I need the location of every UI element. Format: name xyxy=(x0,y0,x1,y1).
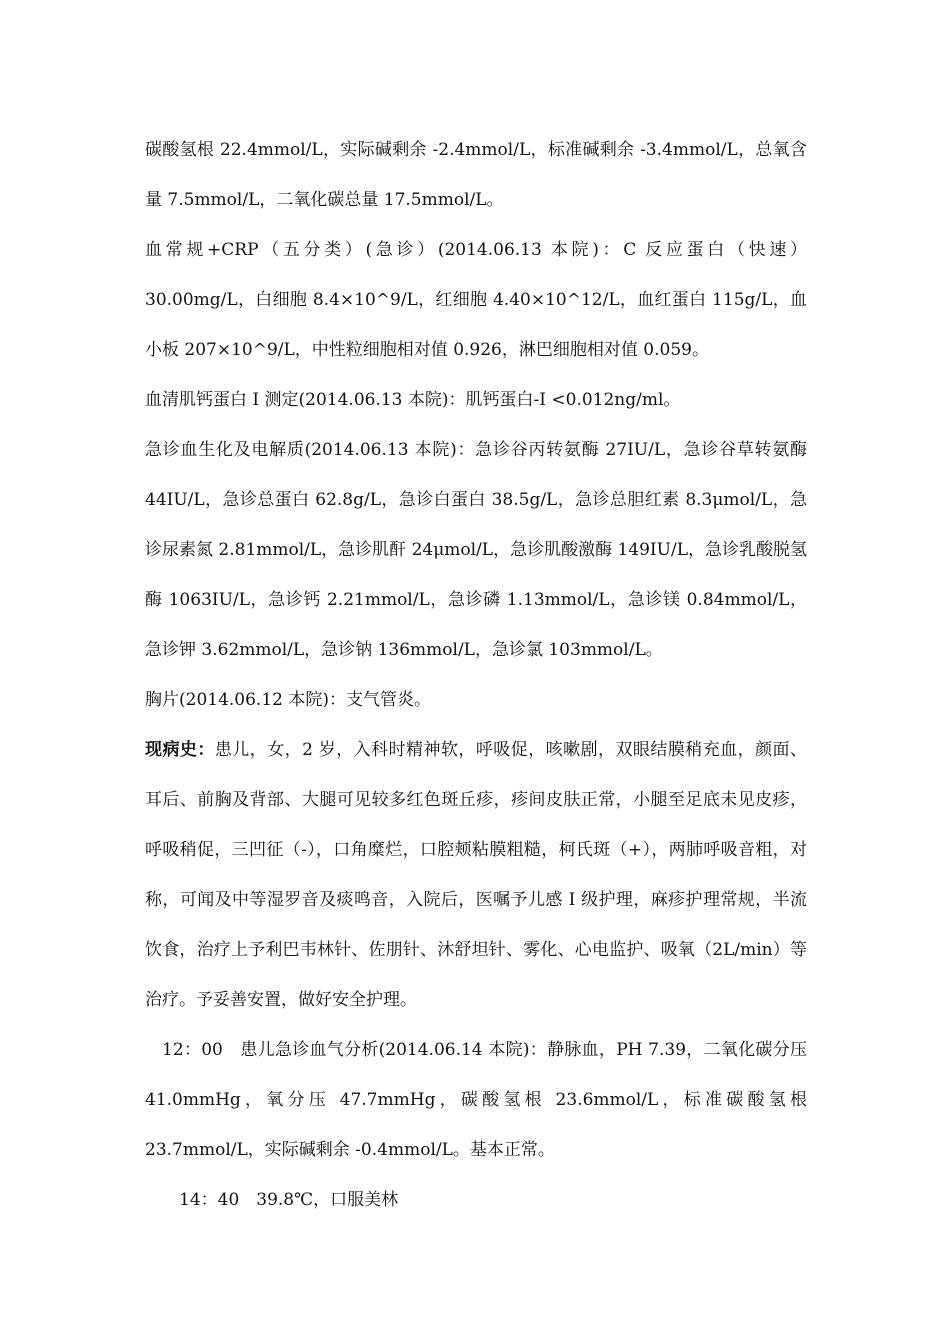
present-illness-text: 患儿，女，2 岁，入科时精神软，呼吸促，咳嗽剧，双眼结膜稍充血，颜面、耳后、前胸及背部、大腿可见较多红色斑丘疹，疹间皮肤正常，小腿至足底未见皮疹，呼吸稍促，三凹征（-），口角糜烂，口腔颊粘膜粗糙，柯氏斑（+），两肺呼吸音粗，对称，可闻及中等湿罗音及痰鸣音，入院后，医嘱予儿感 I 级护理，麻疹护理常规，半流饮食，治疗上予利巴韦林针、佐朋针、沐舒坦针、雾化、心电监护、吸氧（2L/min）等治疗。予妥善安置，做好安全护理。 xyxy=(145,740,808,1010)
document-body xyxy=(145,125,807,1225)
present-illness-paragraph xyxy=(145,725,807,1025)
entry-1200-paragraph: 12：00 患儿急诊血气分析(2014.06.14 本院)：静脉血，PH 7.39，二氧化碳分压 41.0mmHg，氧分压 47.7mmHg，碳酸氢根 23.6mmol/L，标准碳酸氢根 23.7mmol/L，实际碱剩余 -0.4mmol/L。基本正常。 xyxy=(145,1040,807,1160)
troponin-paragraph: 血清肌钙蛋白 I 测定(2014.06.13 本院)：肌钙蛋白-I <0.012ng/ml。 xyxy=(145,390,681,410)
biochemistry-electrolytes-paragraph: 急诊血生化及电解质(2014.06.13 本院)：急诊谷丙转氨酶 27IU/L，急诊谷草转氨酶 44IU/L，急诊总蛋白 62.8g/L，急诊白蛋白 38.5g/L，急诊总胆红素 8.3μmol/L，急诊尿素氮 2.81mmol/L，急诊肌酐 24μmol/L，急诊肌酸激酶 149IU/L，急诊乳酸脱氢酶 1063IU/L，急诊钙 2.21mmol/L，急诊磷 1.13mmol/L，急诊镁 0.84mmol/L，急诊钾 3.62mmol/L，急诊钠 136mmol/L，急诊氯 103mmol/L。 xyxy=(145,440,807,660)
entry-1440-paragraph: 14：40 39.8℃，口服美林 xyxy=(179,1190,399,1210)
chest-xray-paragraph: 胸片(2014.06.12 本院)：支气管炎。 xyxy=(145,690,432,710)
present-illness-label: 现病史： xyxy=(145,740,215,760)
blood-routine-crp-paragraph: 血常规+CRP（五分类）(急诊）(2014.06.13 本院)：C 反应蛋白（快速）30.00mg/L，白细胞 8.4×10^9/L，红细胞 4.40×10^12/L，血红蛋白 115g/L，血小板 207×10^9/L，中性粒细胞相对值 0.926，淋巴细胞相对值 0.059。 xyxy=(145,240,807,360)
blood-gas-continued-paragraph: 碳酸氢根 22.4mmol/L，实际碱剩余 -2.4mmol/L，标准碱剩余 -3.4mmol/L，总氧含量 7.5mmol/L，二氧化碳总量 17.5mmol/L。 xyxy=(145,140,807,210)
